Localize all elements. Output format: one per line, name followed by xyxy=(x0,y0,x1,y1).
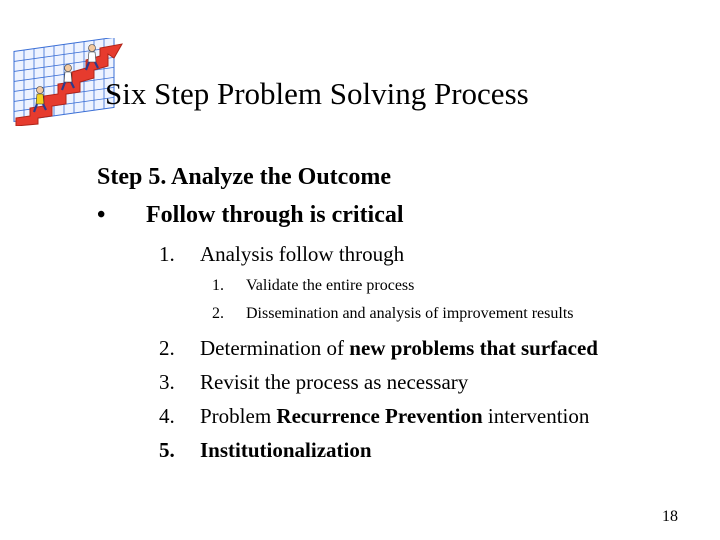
item-number: 1. xyxy=(159,242,175,266)
step-heading: Step 5. Analyze the Outcome xyxy=(97,164,391,190)
item-text-plain: Determination of xyxy=(200,336,350,360)
item-text: Analysis follow through xyxy=(200,242,405,266)
item-text xyxy=(200,404,589,429)
item-text-plain: Problem xyxy=(200,404,277,428)
item-text xyxy=(200,336,598,361)
item-number: 3. xyxy=(159,370,175,394)
sub-item-number: 1. xyxy=(212,277,224,294)
bullet-item xyxy=(97,202,404,229)
sub-item-text: Dissemination and analysis of improvement results xyxy=(246,305,574,322)
item-number: 4. xyxy=(159,404,175,428)
slide-title: Six Step Problem Solving Process xyxy=(105,76,529,111)
sub-item-text: Validate the entire process xyxy=(246,277,415,294)
item-text-bold: Recurrence Prevention xyxy=(276,404,483,428)
sub-item-number: 2. xyxy=(212,305,224,322)
item-text-bold: new problems that surfaced xyxy=(349,336,598,360)
item-text-plain-end: intervention xyxy=(482,404,590,428)
item-text: Institutionalization xyxy=(200,438,372,462)
page-number: 18 xyxy=(662,508,678,525)
bullet-marker: • xyxy=(97,202,106,228)
item-text: Revisit the process as necessary xyxy=(200,370,469,394)
item-number: 2. xyxy=(159,336,175,360)
bullet-text: Follow through is critical xyxy=(146,202,404,228)
item-number: 5. xyxy=(159,438,175,462)
